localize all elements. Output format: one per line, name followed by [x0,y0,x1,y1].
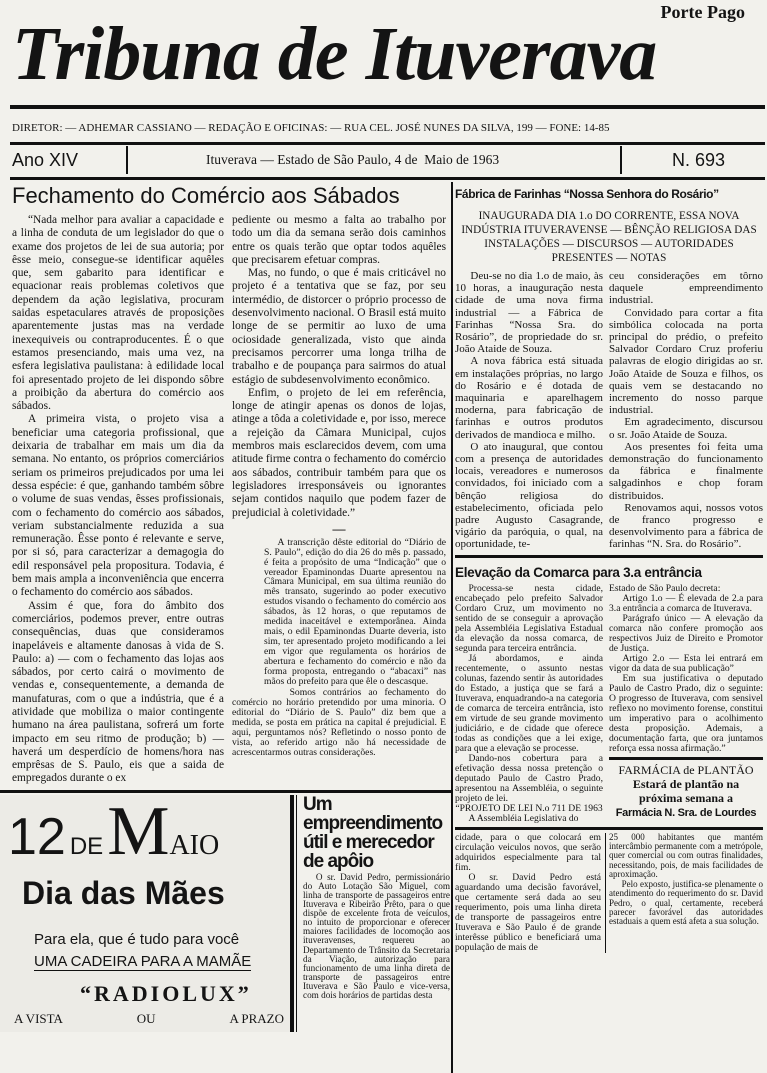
paragraph: Parágrafo único — A elevação da comarca não confere promoção aos respectivos Juiz de Direito e Promotor de Justiça. [609,612,763,654]
ad-occasion: Dia das Mães [22,874,225,911]
editorial-headline: Fechamento do Comércio aos Sábados [12,183,400,208]
bottom-left [0,792,450,1032]
paragraph: A Assembléia Legislativa do [468,812,579,824]
comarca-col2-wrap [609,584,763,824]
left-section [0,182,450,1032]
porte-pago: Porte Pago [660,2,745,22]
paragraph: Deu-se no dia 1.o de maio, às 10 horas, a inauguração nesta cidade de uma nova firma industrial — a Fábrica de Farinhas “Nossa Sra. do Rosário”, de propriedade do sr. João Ataide de Souza. [455,270,603,356]
paragraph: Renovamos aqui, nossos votos de franco progresso e desenvolvimento para a fábrica de farinhas “N. Sra. do Rosário”. [609,501,763,551]
fabrica-body [455,270,763,551]
divider [455,555,763,558]
paragraph: Mas, no fundo, o que é mais criticável no projeto é a tentativa que se faz, por seu intermédio, de distorcer o próprio processo de desenvolvimento nacional. O Brasil está muito longe de se permitir ao luxo de uma ociosidade generalizada, visto que ainda precisamos percorrer uma longa trilha de trabalho e de poupança para sairmos do atual estágio de subdesenvolvimento econômico. [232,267,446,386]
empreendimento-col2 [455,833,601,953]
paragraph: O ato inaugural, que contou com a presença de autoridades locais, vereadores e numerosos convidados, foi iniciado com a bênção religiosa do estabelecimento, oficiada pelo padre Augusto Casagrande, vigário da paróquia, o qual, na oportunidade, te- [455,440,603,551]
divider [126,146,128,174]
farmacia-line2: próxima semana a [639,790,733,805]
editorial-col2-wrap [232,214,446,786]
term: OU [136,1010,156,1026]
empreendimento [296,795,450,1032]
farmacia-name: Farmácia N. Sra. de Lourdes [615,806,757,819]
editorial-body [0,210,450,790]
ad-line2: UMA CADEIRA PARA A MAMÃE [34,952,252,970]
divider [620,146,622,174]
divider [455,827,763,830]
fabrica-headline: Fábrica de Farinhas “Nossa Senhora do Rosário” [455,187,719,201]
term: A VISTA [14,1010,63,1026]
paragraph: A transcrição dêste editorial do “Diário de S. Paulo”, edição do dia 26 do mês p. passado, é feita a propósito de uma “Indicação” que o vereador Epaminondas Duarte apresentou na Câmara Municipal, em sua última reunião do mês transato, sugerindo ao poder executivo estudos visando o fechamento do comércio aos sábados, às 12 horas, o que reputamos de medida inaceitável e extemporânea. Ainda mais, o edil Epaminondas Duarte deveria, isto sim, ter apresentado projeto modificando a lei em vigor que regulamenta os horários de abertura e fechamento do comércio e não da forma proposta, entregando o “abacaxi” nas mãos do prefeito para que êle o descasque. [264,536,446,687]
paragraph: Artigo 2.o — Esta lei entrará em vigor da data de sua publicação” [609,652,763,674]
paragraph: cidade, para o que colocará em circulação veiculos novos, que serão adquiridos especialmente para tal fim. [455,831,601,873]
ad-brand: “RADIOLUX” [80,980,252,1006]
paragraph: Estado de São Paulo decreta: [609,582,721,594]
paragraph: “Nada melhor para avaliar a capacidade e a linha de conduta de um legislador do que o exame dos projetos de lei de sua autoria; por êsse meio, consegue-se identificar aquêles que, sem gabarito para identificar e equacionar reais problemas coletivos que dependem da ação legislativa, procuram saidas espetaculares através de proposições aparentemente justas mas na verdade inexequiveis ou contraproducentes. É o que estamos presenciando, mais uma vez, na esfera legislativa paulistana: à edilidade local foi apresentado projeto de lei dispondo sôbre a proibição da abertura do comércio aos sábados. [12,214,224,413]
comarca-body [455,584,763,824]
paragraph: pediente ou mesmo a falta ao trabalho por todo um dia da semana serão dois caminhos entre os quais terão que optar todos aquêles que precisarem efetuar compras. [232,214,446,266]
fabrica-col1 [455,270,603,551]
paragraph: 25 000 habitantes que mantém intercâmbio permanente com a metrópole, quer comercial ou com outras finalidades, necessitando, pois, de mais facilidades de aproximação. [609,831,763,880]
paragraph: Dando-nos cobertura para a efetivação dessa nossa pretenção o deputado Paulo de Castro Prado, apresentou na Assembléia, o seguinte projeto de lei. [455,752,603,804]
separator: — [332,520,346,536]
paragraph: Enfim, o projeto de lei em referência, longe de atingir apenas os donos de lojas, atinge a tôda a coletividade e, por isso, merece a rejeição da Câmara Municipal, cujos membros mais esclarecidos devem, com uma atitude firme contra o fechamento do comércio aos sábados, contribuir também para que os legisladores irresponsáveis ou ignorantes sejam contidos naquilo que podem fazer de prejudicial à coletividade.” [232,386,446,519]
fabrica-subhead: INAUGURADA DIA 1.o DO CORRENTE, ESSA NOVA INDÚSTRIA ITUVERAVENSE — BÊNÇÃO RELIGIOSA DAS INSTALAÇÕES — DISCURSOS — AUTORIDADES PRESENTES — NOTAS [461,210,757,264]
paragraph: Convidado para cortar a fita simbólica colocada na porta principal do prédio, o prefeito Salvador Cordaro Cruz proferiu palavras de elogio dirigidas ao sr. João Ataide de Souza e filhos, os quais vem se destacando no incremento do nosso parque industrial. [609,306,763,417]
term: A PRAZO [229,1010,284,1026]
farmacia-line1: Estará de plantão na [632,776,740,791]
ad-line1: Para ela, que é tudo para você [34,930,240,948]
editorial-col2 [232,214,446,520]
paragraph: O sr. David Pedro, permissionário do Auto Lotação São Miguel, com linha de transporte de passageiros entre Ituverava e Ribeirão Prêto, para o que dispõe de excelente frota de veículos, no intuito de proporcionar e oferecer maiores facilidades de locomoção aos ituveravenses, requereu ao Departamento de Trânsito da Secretaria da Viação, autorização para funcionamento de uma linha direta de transporte de passageiros entre Ituverava e São Paulo e vice-versa, com dois horários de partidas desta [303,871,450,1000]
paragraph: Artigo 1.o — É elevada de 2.a para 3.a entrância a comarca de Ituverava. [609,592,763,614]
divider [609,757,763,760]
paragraph: Já abordamos, e ainda recentemente, o assunto nestas colunas, fazendo sentir às autoridades do Estado, a justiça que se fará a Ituverava, enquadrando-a na categoria de comarca de terceira entrância, isto em virtude de seu grande movimento judiciário, e de cidade que oferece todas as condições que a lei exige, para que a elevação se processe. [455,652,603,754]
divider [0,790,452,793]
paragraph: Processa-se nesta cidade, encabeçado pelo prefeito Salvador Cordaro Cruz, um movimento no sentido de se conseguir a aprovação pela Assembléia Legislativa Estadual da elevação da nossa comarca, de segunda para terceira entrância. [455,582,603,654]
farmacia-title: FARMÁCIA de PLANTÃO [618,762,754,777]
issue-number: N. 693 [672,150,726,170]
issue-year: Ano XIV [12,150,79,170]
paragraph: Somos contrários ao fechamento do comércio no horário pretendido por uma minoria. O editorial do “Diário de S. Paulo” diz bem que a medida, se posta em prática na capital é prejudicial. E aqui, perguntamos nós? Refletindo o nosso ponto de vista, ao referido artigo não há necessidade de acrescentarmos outras considerações. [232,687,446,758]
paragraph: Assim é que, fora do âmbito dos comerciários, podemos prever, entre outras consequências, duas que consideramos inapeláveis e altamente danosas à vida de S. Paulo: a) — com o fechamento das lojas aos sábados, por certo cairá o movimento de vendas e, consequentemente, a demanda de manufaturas, com o que a indústria, que é a atividade que mobiliza o maior contingente humano na área paulistana, sofrerá um forte impacto em seu ritmo de produção; b) — haverá um desperdício de homens/hora nas emprêsas de S. Paulo, eis que a saida de empregados durante o ex [12,599,224,785]
ad-date-de: DE [69,832,104,860]
empreendimento-col1 [303,873,450,1000]
paragraph: Aos presentes foi feita uma demonstração do funcionamento da fábrica e finalmente salgadinhos e chop foram distribuidos. [609,440,763,502]
farmacia-box [609,763,763,821]
divider [10,177,765,180]
ad-month-rest: AIO [169,829,220,861]
paragraph: O sr. David Pedro está aguardando uma decisão favorável, que certamente será dada ao seu requerimento, pois uma linha direta de transporte de passageiros entre Ituverava e São Paulo é de grande interêsse público e beneficiará uma população de mais de [455,871,601,953]
comarca-col1 [455,584,603,824]
ad-date [8,792,220,887]
staff-line: DIRETOR: — ADHEMAR CASSIANO — REDAÇÃO E OFICINAS: — RUA CEL. JOSÉ NUNES DA SILVA, 199 — FONE: 14-85 [12,122,610,134]
editorial-note [232,538,446,758]
masthead-title: Tribuna de Ituverava [12,12,657,96]
masthead-rule [10,105,765,109]
ad-terms [14,1011,284,1027]
ad-month-m: M [107,792,170,870]
empreendimento-col3 [605,833,763,953]
comarca-headline: Elevação da Comarca para 3.a entrância [455,564,702,580]
radiolux-ad [0,792,294,1032]
editorial-col1 [12,214,224,786]
column-divider [451,182,453,1073]
ad-date-num: 12 [8,807,66,866]
paragraph: ceu considerações em tôrno daquele empreendimento industrial. [609,270,763,307]
empreendimento-continued [455,833,763,953]
paragraph: Em sua justificativa o deputado Paulo de Castro Prado, diz o seguinte: O progresso de Ituverava, com sensivel reflexo no movimento forense, constitui um imperativo para o acolhimento desta proposição. Ademais, a documentação farta, que ora juntamos reforça essa nossa afirmação.” [609,672,763,754]
dateline: Ituverava — Estado de São Paulo, 4 de Maio de 1963 [206,152,500,167]
paragraph: Pelo exposto, justifica-se plenamente o atendimento do requerimento do sr. David Pedro, o qual, certamente, receberá parecer favorável das autoridades estaduais a quem está afeta a sua solução. [609,878,763,927]
paragraph: Em agradecimento, discursou o sr. João Ataide de Souza. [609,416,763,441]
paragraph: A primeira vista, o projeto visa a beneficiar uma categoria profissional, que deixaria de trabalhar em mais um dia da semana. No entanto, os próprios comerciários seriam os primeiros prejudicados por uma lei dessa espécie: é que, ganhando também sôbre o volume de suas vendas, êsses profissionais, com o fechamento do comércio aos sábados, veriam substancialmente reduzida a sua remuneração. Êsse ponto é relevante e serve, por si só, para caracterizar a demagogia do edil responsável pela propositura. Todavia, é bem mais ampla a inconveniência que encerra o fechamento do comércio aos sábados. [12,413,224,599]
comarca-col2 [609,584,763,754]
divider [10,142,765,145]
law-title: “PROJETO DE LEI N.o 711 DE 1963 [455,802,603,814]
paragraph: A nova fábrica está situada em instalações próprias, no largo do Rosário e é dotada de maquinaria e aparelhagem moderna, para fabricação de farinhas e outros produtos derivados de mandioca e milho. [455,355,603,441]
empreendimento-headline: Um empreendimento útil e merecedor de apôio [303,793,443,872]
right-section [455,183,763,953]
fabrica-col2 [609,270,763,551]
